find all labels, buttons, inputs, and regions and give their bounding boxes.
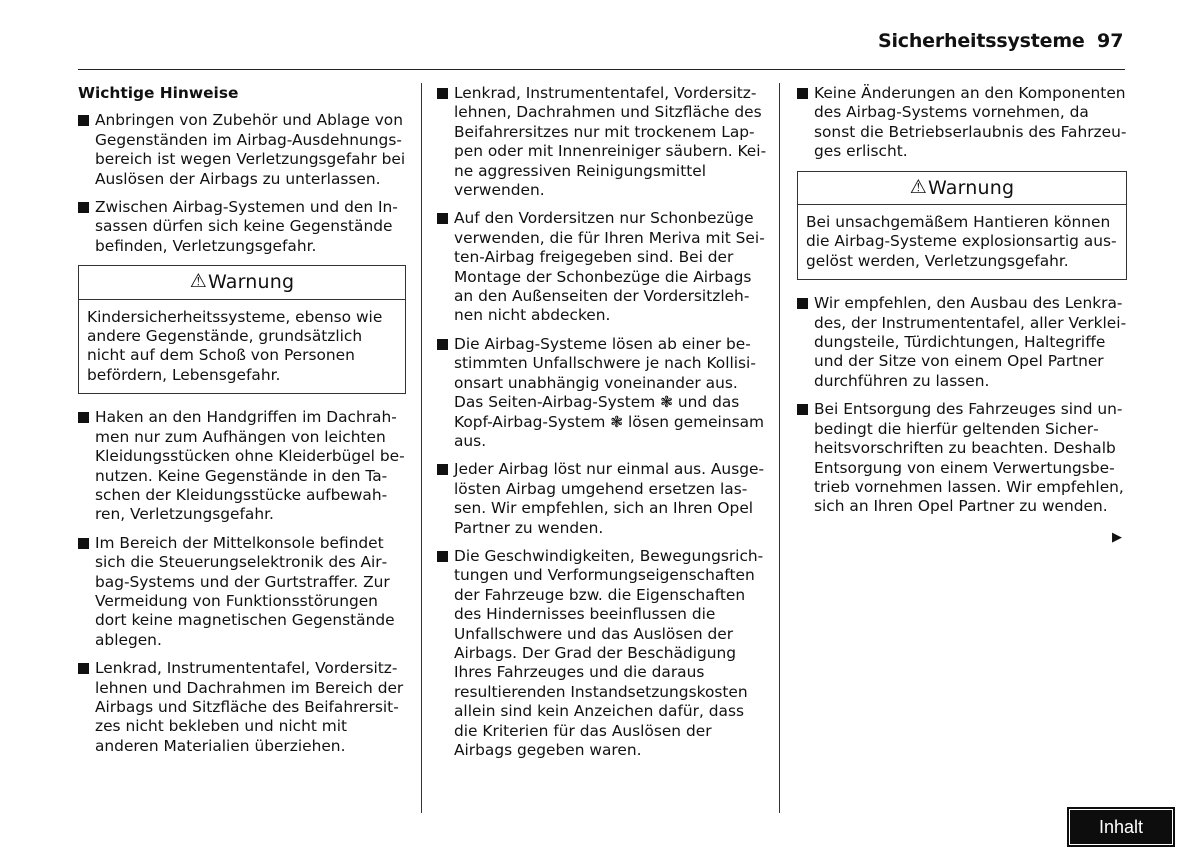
list-item xyxy=(797,84,1127,162)
list-item-text: Wir empfehlen, den Ausbau des Lenkrades, der Instrumententafel, aller Verkleidungsteile, Türdichtungen, Haltegriffe und der Sitze von einem Opel Partner durchführen zu lassen. xyxy=(814,294,1127,390)
list-item-text: Keine Änderungen an den Komponenten des Airbag-Systems vornehmen, da sonst die Betriebserlaubnis des Fahrzeuges erlischt. xyxy=(814,84,1127,161)
list-item xyxy=(78,111,406,189)
bullet-square-icon xyxy=(437,213,448,224)
section-heading: Wichtige Hinweise xyxy=(78,84,239,102)
bullet-square-icon xyxy=(437,551,448,562)
bullet-square-icon xyxy=(78,115,89,126)
column-3 xyxy=(797,84,1127,526)
bullet-square-icon xyxy=(797,298,808,309)
warning-triangle-icon: ⚠ xyxy=(909,175,927,198)
warning-box xyxy=(797,171,1127,281)
list-item xyxy=(78,408,406,524)
header-divider xyxy=(78,69,1125,70)
warning-title: Warnung xyxy=(207,271,295,294)
list-item-text: Die Airbag-Systeme lösen ab einer bestimmten Unfallschwere je nach Kollisionsart unabhängig voneinander aus. Das Seiten-Airbag-System ❃ und das Kopf-Airbag-System ❃ lösen gemeinsam aus. xyxy=(454,334,765,450)
list-item-text: Auf den Vordersitzen nur Schonbezüge verwenden, die für Ihren Meriva mit Seiten-Airbag freigegeben sind. Bei der Montage der Schonbezüge die Airbags an den Außenseiten der Vordersitzlehnen nicht abdecken. xyxy=(454,209,765,325)
bullet-square-icon xyxy=(78,538,89,549)
continue-arrow-icon: ▶ xyxy=(1112,530,1122,545)
list-item xyxy=(78,198,406,256)
warning-box xyxy=(78,265,406,394)
column-1 xyxy=(78,84,406,765)
list-item-text: Die Geschwindigkeiten, Bewegungsrichtungen und Verformungseigenschaften der Fahrzeuge bzw. die Eigenschaften des Hindernisses beeinflussen die Unfallschwere und das Auslösen der Airbags. Der Grad der Beschädigung Ihres Fahrzeuges und die daraus resultierenden Instandsetzungskosten allein sind kein Anzeichen dafür, dass die Kriterien für das Auslösen der Airbags gegeben waren. xyxy=(454,546,764,759)
bullet-square-icon xyxy=(78,412,89,423)
list-item xyxy=(797,400,1127,516)
list-item xyxy=(437,335,767,451)
page-title: Sicherheitssysteme xyxy=(878,30,1085,52)
bullet-square-icon xyxy=(437,88,448,99)
list-item-text: Lenkrad, Instrumententafel, Vordersitzlehnen, Dachrahmen und Sitzfläche des Beifahrersitzes nur mit trockenem Lappen oder mit Innenreiniger säubern. Keine aggressiven Reinigungsmittel verwenden. xyxy=(454,84,767,200)
list-item xyxy=(437,209,767,325)
bullet-square-icon xyxy=(797,404,808,415)
warning-text: Kindersicherheitssysteme, ebenso wie andere Gegenstände, grundsätzlich nicht auf dem Schoß von Personen befördern, Lebensgefahr. xyxy=(87,307,383,384)
bullet-square-icon xyxy=(437,464,448,475)
warning-header xyxy=(798,172,1126,205)
list-item-text: Zwischen Airbag-Systemen und den Insassen dürfen sich keine Gegenstände befinden, Verletzungsgefahr. xyxy=(95,198,398,255)
list-item-text: Haken an den Handgriffen im Dachrahmen nur zum Aufhängen von leichten Kleidungsstücken ohne Kleiderbügel benutzen. Keine Gegenstände in den Taschen der Kleidungsstücke aufbewahren, Verletzungsgefahr. xyxy=(95,408,405,524)
warning-text: Bei unsachgemäßem Hantieren können die Airbag-Systeme explosionsartig ausgelöst werden, Verletzungsgefahr. xyxy=(806,213,1117,270)
bullet-square-icon xyxy=(437,339,448,350)
list-item xyxy=(437,460,767,538)
page-number: 97 xyxy=(1097,30,1124,52)
bullet-square-icon xyxy=(78,663,89,674)
list-item xyxy=(437,547,767,760)
warning-triangle-icon: ⚠ xyxy=(189,270,207,293)
list-item xyxy=(437,84,767,200)
column-2 xyxy=(437,84,767,769)
list-item-text: Lenkrad, Instrumententafel, Vordersitzlehnen und Dachrahmen im Bereich der Airbags und Sitzfläche des Beifahrersitzes nicht bekleben und nicht mit anderen Materialien überziehen. xyxy=(95,659,404,755)
warning-title: Warnung xyxy=(927,176,1015,199)
column-divider-2 xyxy=(779,83,780,813)
list-item xyxy=(78,534,406,650)
column-divider-1 xyxy=(421,83,422,813)
list-item-text: Anbringen von Zubehör und Ablage von Gegenständen im Airbag-Ausdehnungsbereich ist wegen Verletzungsgefahr bei Auslösen der Airbags zu unterlassen. xyxy=(95,111,406,188)
warning-header xyxy=(79,266,405,299)
list-item-text: Jeder Airbag löst nur einmal aus. Ausgelösten Airbag umgehend ersetzen lassen. Wir empfehlen, sich an Ihren Opel Partner zu wenden. xyxy=(454,460,765,537)
list-item xyxy=(797,294,1127,391)
bullet-square-icon xyxy=(797,88,808,99)
list-item-text: Bei Entsorgung des Fahrzeuges sind unbedingt die hierfür geltenden Sicherheitsvorschriften zu beachten. Deshalb Entsorgung von einem Verwertungsbetrieb vornehmen lassen. Wir empfehlen, sich an Ihren Opel Partner zu wenden. xyxy=(814,400,1124,516)
bullet-square-icon xyxy=(78,202,89,213)
inhalt-button[interactable]: Inhalt xyxy=(1069,809,1173,845)
list-item xyxy=(78,659,406,756)
list-item-text: Im Bereich der Mittelkonsole befindet sich die Steuerungselektronik des Airbag-Systems und der Gurtstraffer. Zur Vermeidung von Funktionsstörungen dort keine magnetischen Gegenstände ablegen. xyxy=(95,533,395,649)
